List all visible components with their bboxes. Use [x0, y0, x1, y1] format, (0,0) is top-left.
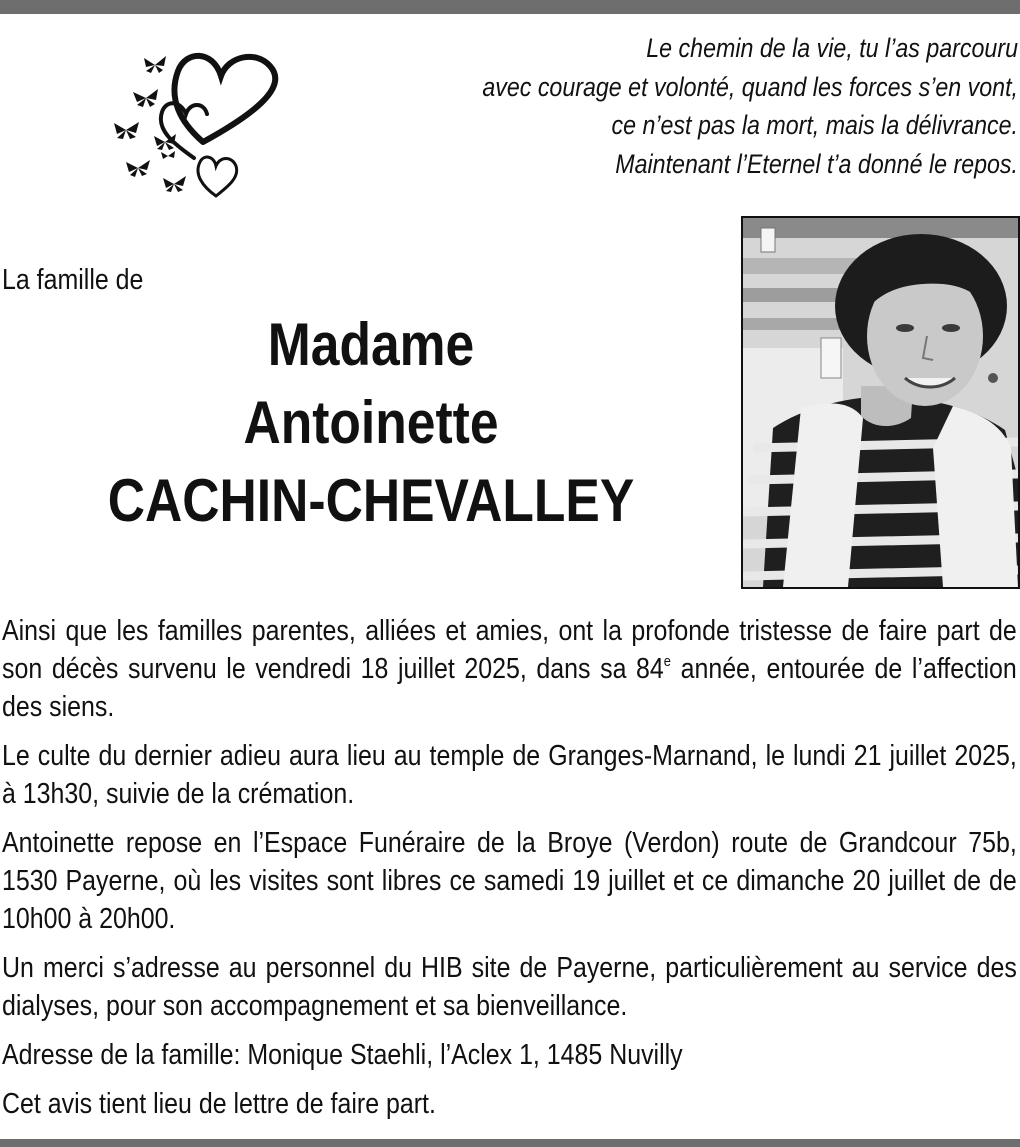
- poem-line: Maintenant l’Eternel t’a donné le repos.: [615, 148, 1018, 179]
- portrait-illustration: [743, 218, 1018, 587]
- poem-line: avec courage et volonté, quand les forces s’en vont,: [482, 71, 1018, 102]
- paragraph-family: [2, 612, 1017, 726]
- top-rule: [0, 0, 1020, 14]
- ordinal-suffix: e: [663, 653, 671, 670]
- intro-text: La famille de: [2, 264, 144, 296]
- announcement-body: [2, 612, 1017, 1134]
- poem-line: Le chemin de la vie, tu l’as parcouru: [646, 33, 1018, 63]
- deceased-name: [0, 306, 742, 540]
- portrait-photo: [741, 216, 1020, 589]
- paragraph-ceremony: Le culte du dernier adieu aura lieu au temple de Granges-Marnand, le lundi 21 juillet 2025, à 13h30, suivie de la crémation.: [2, 740, 1017, 810]
- name-last: CACHIN-CHEVALLEY: [107, 467, 635, 534]
- paragraph-address: Adresse de la famille: Monique Staehli, l’Aclex 1, 1485 Nuvilly: [2, 1039, 683, 1071]
- paragraph-text: Ainsi que les familles parentes, alliées et amies, ont la profonde tristesse de faire part de son décès survenu le vendredi 18 juillet 2025, dans sa 84: [2, 615, 1017, 685]
- paragraph-visits: Antoinette repose en l’Espace Funéraire de la Broye (Verdon) route de Grandcour 75b, 1530 Payerne, où les visites sont libres ce samedi 19 juillet et ce dimanche 20 juillet de de 10h00 à 20h00.: [2, 827, 1017, 935]
- bottom-rule: [0, 1139, 1020, 1147]
- name-first: Antoinette: [243, 389, 499, 456]
- hearts-butterflies-icon: [108, 38, 293, 203]
- poem-line: ce n’est pas la mort, mais la délivrance.: [611, 110, 1018, 140]
- name-title: Madame: [267, 311, 475, 378]
- paragraph-text: année, entourée de l’affection des siens.: [2, 653, 1017, 723]
- poem-verse: [416, 29, 1018, 183]
- paragraph-thanks: Un merci s’adresse au personnel du HIB site de Payerne, particulièrement au service des dialyses, pour son accompagnement et sa bienveillance.: [2, 952, 1017, 1022]
- paragraph-notice: Cet avis tient lieu de lettre de faire part.: [2, 1088, 436, 1120]
